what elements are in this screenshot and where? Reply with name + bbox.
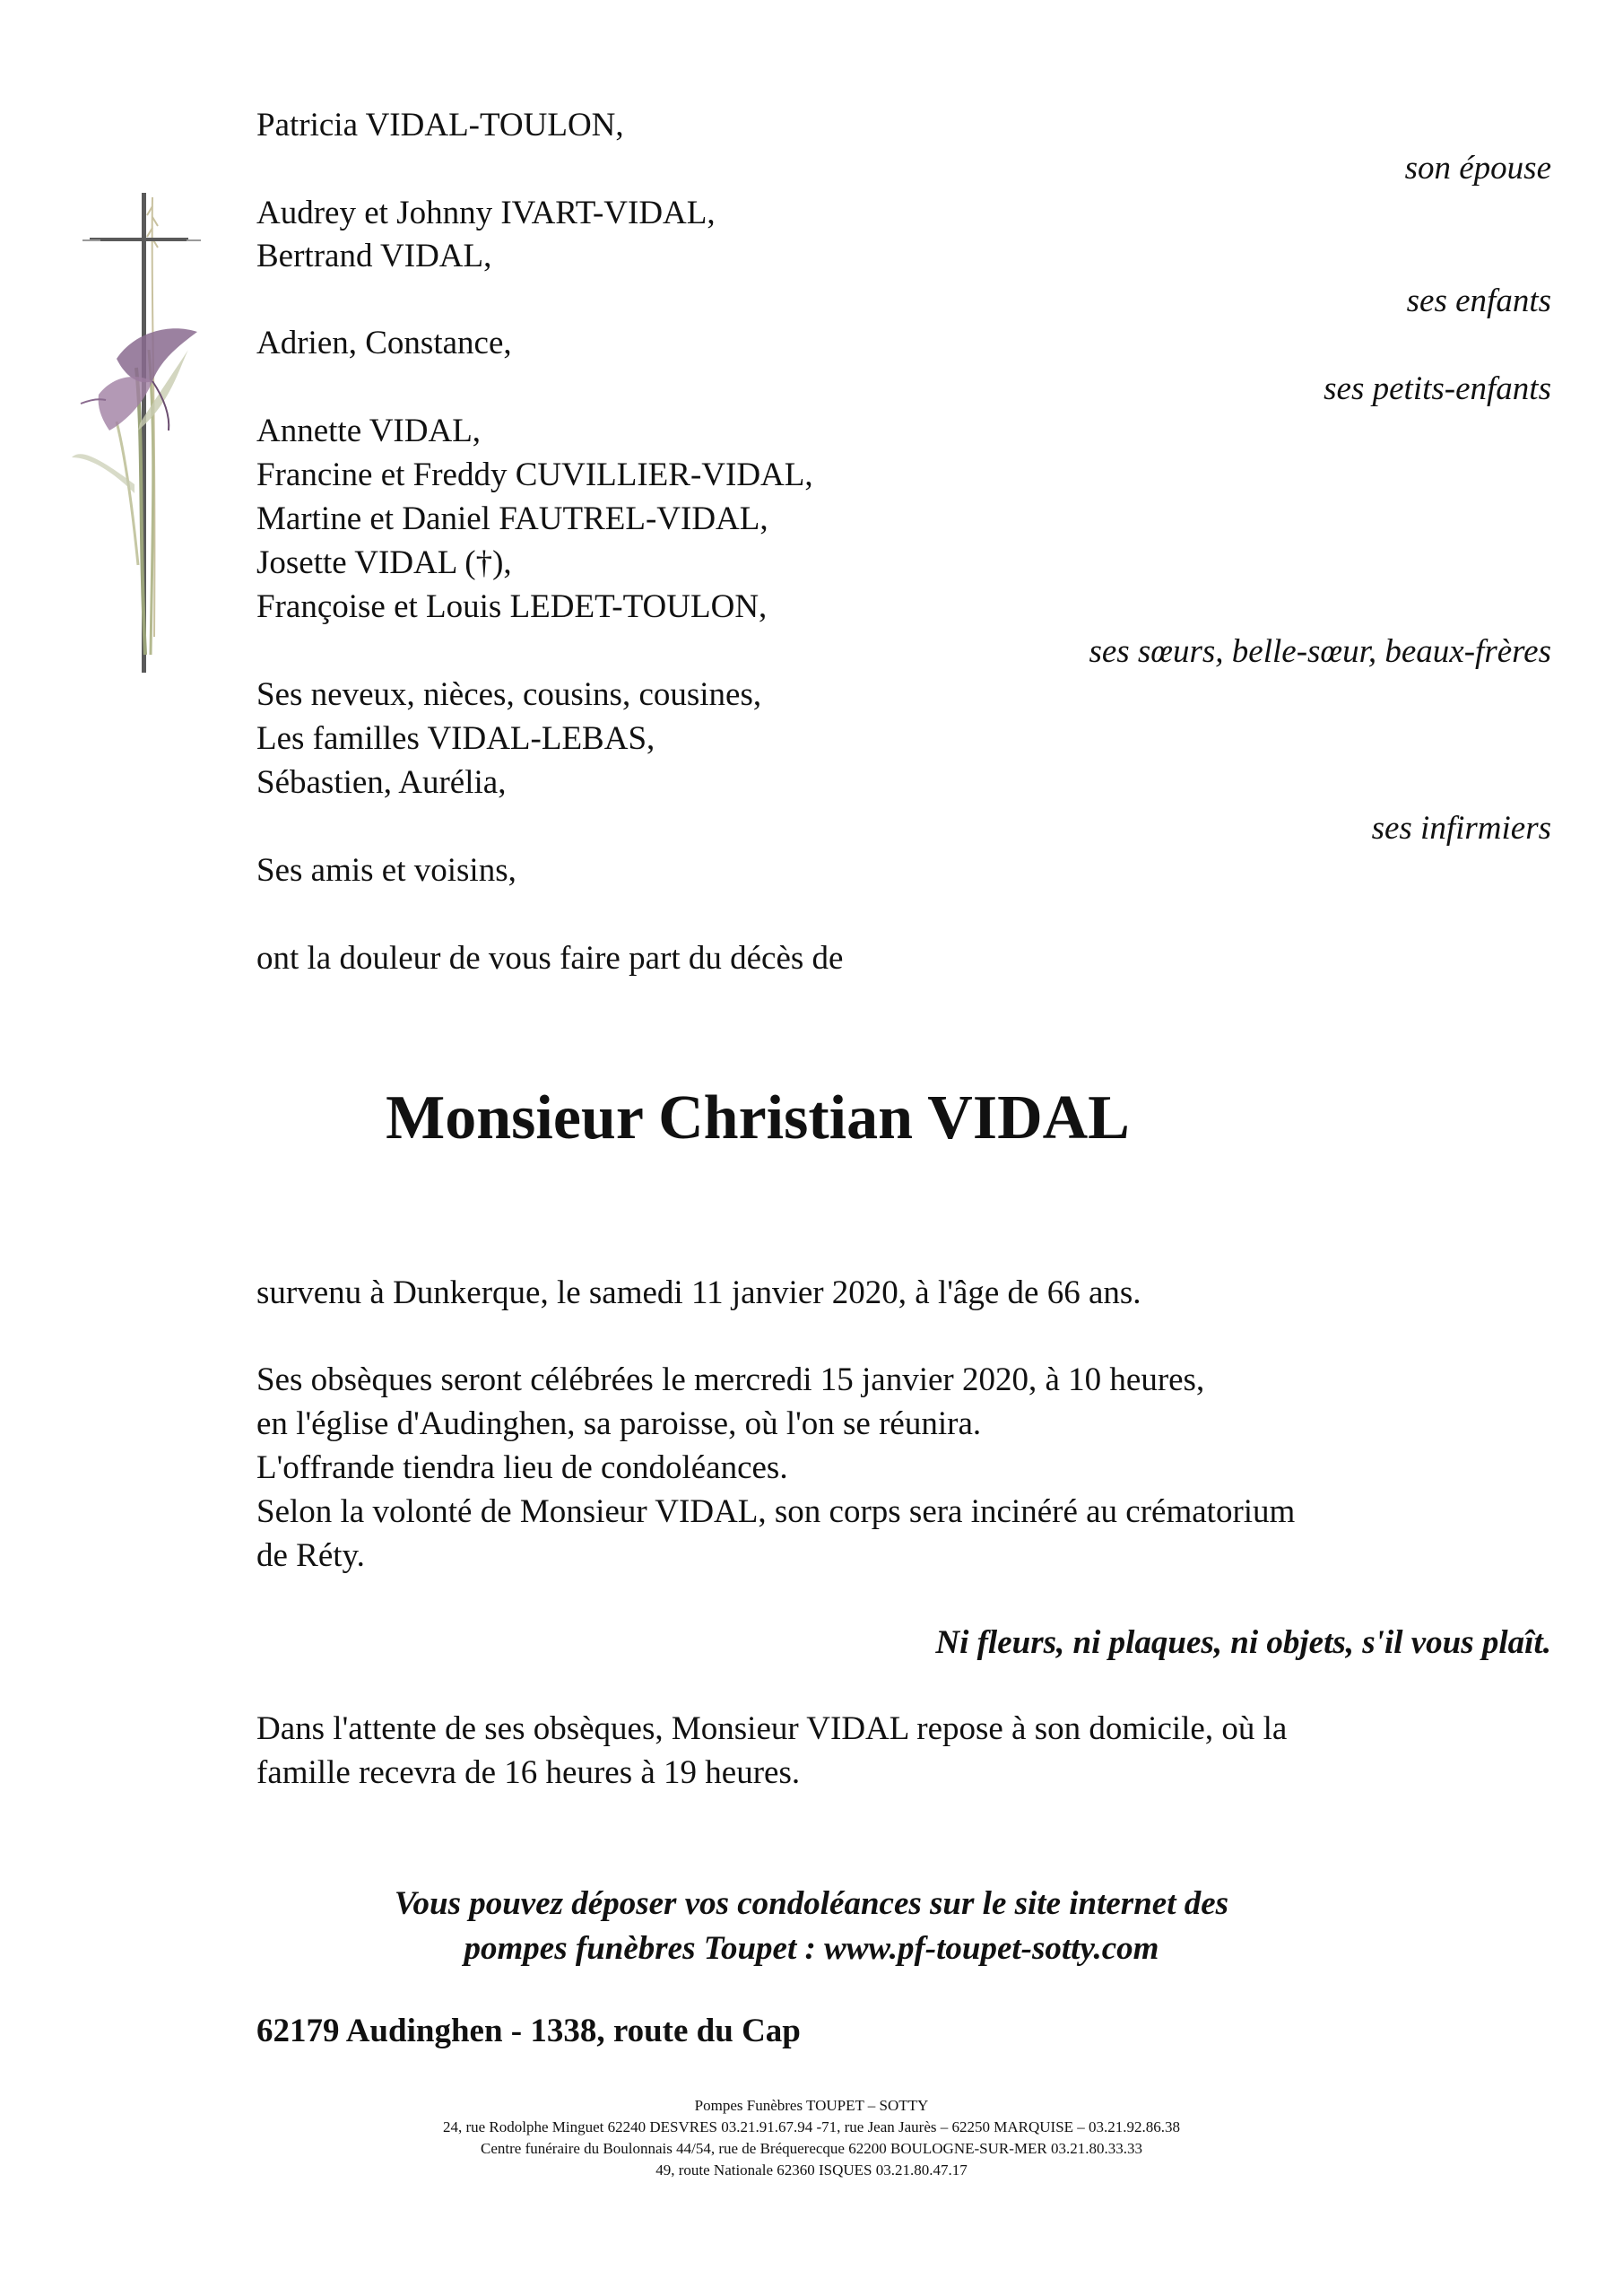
footer-line-isques: 49, route Nationale 62360 ISQUES 03.21.80.47.17 [655,2161,968,2179]
death-info: survenu à Dunkerque, le samedi 11 janvier 2020, à l'âge de 66 ans. [256,1274,1141,1311]
funeral-line-1: Ses obsèques seront célébrées le mercredi 15 janvier 2020, à 10 heures, [256,1361,1205,1398]
family-line-spouse: Patricia VIDAL-TOULON, [256,107,624,144]
family-line-sibling-1: Annette VIDAL, [256,413,482,449]
family-line-nurses: Sébastien, Aurélia, [256,764,507,801]
relation-siblings: ses sœurs, belle-sœur, beaux-frères [1089,633,1551,670]
footer-company: Pompes Funèbres TOUPET – SOTTY [694,2097,929,2114]
funeral-line-2: en l'église d'Audinghen, sa paroisse, où l'on se réunira. [256,1405,982,1442]
family-line-sibling-5: Françoise et Louis LEDET-TOULON, [256,588,768,625]
announcement-text: ont la douleur de vous faire part du décès de [256,940,844,977]
funeral-line-4: Selon la volonté de Monsieur VIDAL, son corps sera incinéré au crématorium [256,1493,1296,1530]
family-line-sibling-3: Martine et Daniel FAUTREL-VIDAL, [256,500,768,537]
family-line-relatives: Ses neveux, nièces, cousins, cousines, [256,676,762,713]
relation-children: ses enfants [1406,283,1551,319]
no-flowers-notice: Ni fleurs, ni plaques, ni objets, s'il vous plaît. [935,1624,1551,1661]
family-line-sibling-4: Josette VIDAL (†), [256,544,512,581]
condolences-line-2[interactable]: pompes funèbres Toupet : www.pf-toupet-sotty.com [464,1930,1159,1967]
relation-nurses: ses infirmiers [1371,810,1551,847]
home-address: 62179 Audinghen - 1338, route du Cap [256,2013,801,2049]
family-line-families: Les familles VIDAL-LEBAS, [256,720,655,757]
wake-line-1: Dans l'attente de ses obsèques, Monsieur VIDAL repose à son domicile, où la [256,1710,1288,1747]
funeral-line-5: de Réty. [256,1537,365,1574]
footer-line-desvres-marquise: 24, rue Rodolphe Minguet 62240 DESVRES 03.21.91.67.94 -71, rue Jean Jaurès – 62250 MARQUISE – 03.21.92.86.38 [442,2118,1181,2135]
family-line-grandchildren: Adrien, Constance, [256,325,512,361]
relation-grandchildren: ses petits-enfants [1324,370,1551,407]
family-line-sibling-2: Francine et Freddy CUVILLIER-VIDAL, [256,457,813,493]
family-line-friends: Ses amis et voisins, [256,852,516,889]
family-line-child-1: Audrey et Johnny IVART-VIDAL, [256,195,716,231]
relation-spouse: son épouse [1404,150,1551,187]
deceased-name: Monsieur Christian VIDAL [386,1083,1130,1152]
funeral-home-footer [0,2095,1623,2181]
funeral-line-3: L'offrande tiendra lieu de condoléances. [256,1449,788,1486]
footer-line-boulogne: Centre funéraire du Boulonnais 44/54, rue de Bréquerecque 62200 BOULOGNE-SUR-MER 03.21.80.33.33 [481,2140,1142,2157]
condolences-line-1: Vous pouvez déposer vos condoléances sur le site internet des [394,1885,1229,1922]
family-line-child-2: Bertrand VIDAL, [256,238,492,274]
cross-lily-icon [63,188,224,682]
wake-line-2: famille recevra de 16 heures à 19 heures. [256,1754,801,1791]
condolences-notice [0,1882,1623,1971]
